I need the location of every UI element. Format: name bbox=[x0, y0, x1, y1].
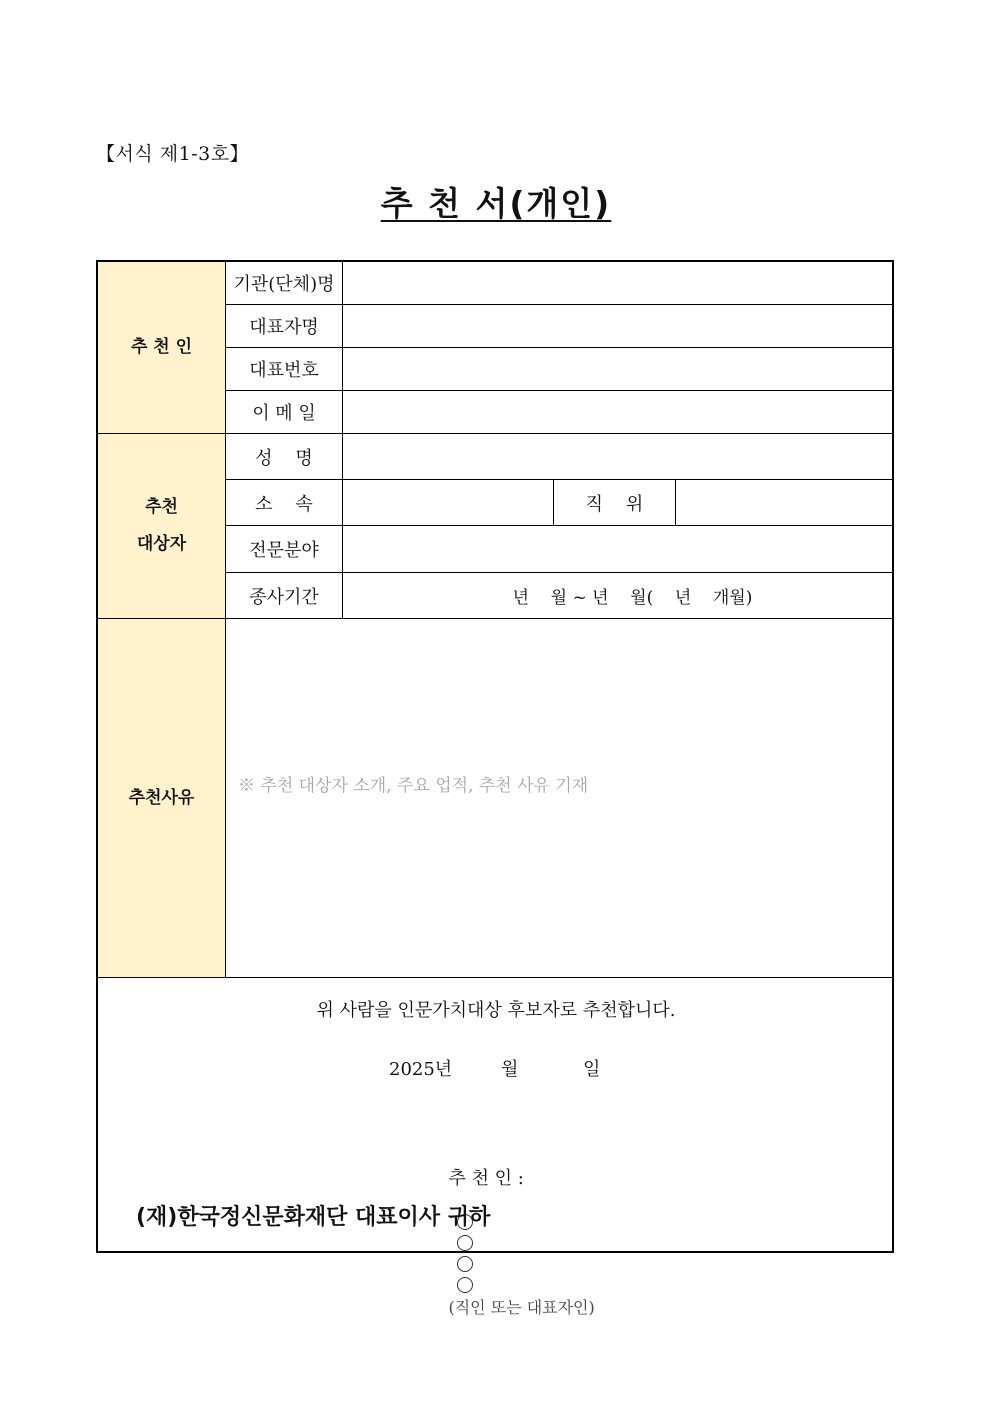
divider bbox=[226, 304, 892, 305]
representative-field[interactable] bbox=[343, 305, 892, 347]
phone-label: 대표번호 bbox=[249, 360, 319, 381]
field-label: 전문분야 bbox=[249, 540, 319, 561]
date-month[interactable]: 월 bbox=[501, 1059, 519, 1080]
recommender-header: 추 천 인 bbox=[98, 262, 225, 433]
position-field[interactable] bbox=[676, 480, 892, 525]
recommendation-form bbox=[96, 260, 894, 1253]
signer-note: (직인 또는 대표자인) bbox=[448, 1298, 595, 1317]
affiliation-field[interactable] bbox=[343, 480, 553, 525]
page-title-text: 추 천 서(개인) bbox=[380, 184, 612, 223]
reason-field[interactable] bbox=[226, 619, 892, 977]
addressee: (재)한국정신문화재단 대표이사 귀하 bbox=[136, 1205, 491, 1230]
divider bbox=[226, 390, 892, 391]
period-label: 종사기간 bbox=[249, 586, 319, 608]
divider bbox=[226, 525, 892, 526]
nominee-header-line2: 대상자 bbox=[136, 534, 187, 554]
org-name-label: 기관(단체)명 bbox=[233, 274, 335, 295]
divider bbox=[225, 262, 226, 977]
email-field[interactable] bbox=[343, 391, 892, 433]
divider bbox=[226, 572, 892, 573]
divider bbox=[553, 480, 554, 525]
representative-label: 대표자명 bbox=[249, 317, 319, 338]
form-code: 【서식 제1-3호】 bbox=[96, 143, 250, 165]
divider bbox=[98, 977, 892, 978]
name-circle-icon bbox=[457, 1277, 473, 1293]
reason-header: 추천사유 bbox=[98, 619, 225, 977]
page-title bbox=[0, 178, 992, 225]
divider bbox=[98, 618, 892, 619]
nominee-name-field[interactable] bbox=[343, 434, 892, 479]
divider bbox=[226, 347, 892, 348]
nominee-name-label: 성 명 bbox=[255, 447, 313, 469]
name-circle-icon bbox=[457, 1256, 473, 1272]
phone-field[interactable] bbox=[343, 348, 892, 390]
position-label: 직 위 bbox=[585, 493, 644, 515]
email-label: 이 메 일 bbox=[252, 403, 316, 424]
signer-label: 추 천 인 : bbox=[448, 1168, 524, 1189]
period-field[interactable]: 년 월 ~ 년 월( 년 개월) bbox=[512, 588, 753, 608]
divider bbox=[98, 433, 892, 434]
name-circle-icon bbox=[457, 1235, 473, 1251]
org-name-field[interactable] bbox=[343, 262, 892, 304]
affiliation-label: 소 속 bbox=[255, 493, 313, 515]
divider bbox=[675, 480, 676, 525]
reason-hint: ※ 추천 대상자 소개, 주요 업적, 추천 사유 기재 bbox=[238, 776, 589, 796]
date-year[interactable]: 2025년 bbox=[389, 1059, 453, 1080]
recommend-statement: 위 사람을 인문가치대상 후보자로 추천합니다. bbox=[316, 1000, 676, 1021]
field-field[interactable] bbox=[343, 526, 892, 572]
divider bbox=[226, 479, 892, 480]
divider bbox=[342, 262, 343, 618]
date-day[interactable]: 일 bbox=[583, 1059, 601, 1080]
nominee-header bbox=[98, 434, 225, 618]
nominee-header-line1: 추천 bbox=[145, 497, 178, 517]
